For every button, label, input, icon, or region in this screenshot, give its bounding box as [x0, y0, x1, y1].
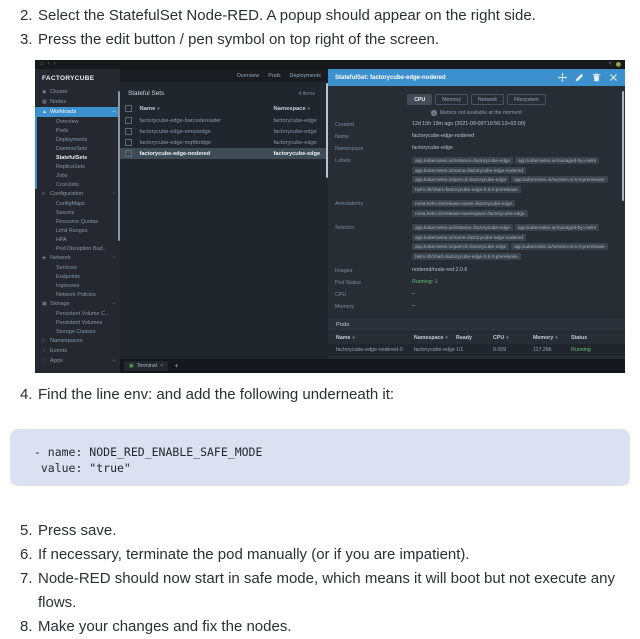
- code-line: - name: NODE_RED_ENABLE_SAFE_MODE: [27, 445, 263, 459]
- selector-chip: app.kubernetes.io/instance=factorycube-edge: [412, 224, 513, 231]
- pods-column-status[interactable]: Status: [571, 335, 588, 341]
- sidebar-item-persistent-volumes[interactable]: [35, 318, 120, 327]
- row-checkbox[interactable]: [125, 128, 132, 135]
- row-checkbox[interactable]: [125, 117, 132, 124]
- statefulset-row-factorycube-edge-barcodereader[interactable]: [120, 115, 328, 126]
- sidebar-item-label: Namespaces: [50, 338, 83, 344]
- network-icon: ◈: [42, 255, 46, 261]
- yaml-code-block: [10, 429, 630, 486]
- step-3: [0, 28, 640, 52]
- name-value: factorycube-edge-nodered: [412, 133, 475, 139]
- sidebar-item-label: Nodes: [50, 99, 67, 105]
- step-text: Press the edit button / pen symbol on top right of the screen.: [38, 31, 440, 48]
- memory-value: –: [412, 303, 415, 309]
- field-label: Pod Status: [335, 280, 361, 286]
- home-icon[interactable]: ⌂: [40, 61, 44, 67]
- sidebar-item-services[interactable]: [35, 263, 120, 272]
- sidebar-item-label: Overview: [56, 118, 79, 125]
- statefulset-detail-drawer: [328, 69, 625, 359]
- info-icon: i: [431, 110, 437, 116]
- row-namespace: factorycube-edge: [273, 139, 317, 146]
- sidebar-item-overview[interactable]: [35, 117, 120, 126]
- sort-caret-icon: ▾: [445, 335, 448, 340]
- label-chip: app.kubernetes.io/instance=factorycube-edge: [412, 157, 513, 164]
- step-text: Find the line env: and add the following underneath it:: [38, 386, 395, 403]
- drawer-header: [328, 69, 625, 86]
- code-line: value: "true": [27, 461, 131, 475]
- statefulset-row-factorycube-edge-nodered[interactable]: [120, 148, 328, 159]
- cluster-icon: ◉: [42, 89, 47, 95]
- sidebar-item-nodes[interactable]: [35, 97, 120, 107]
- sidebar-item-label: Configuration: [50, 191, 84, 197]
- selector-chip: helm.sh/chart=factorycube-edge-0.6.0-prerelease: [412, 253, 521, 260]
- cpu-value: –: [412, 291, 415, 297]
- drawer-title: StatefulSet: factorycube-edge-nodered: [335, 74, 446, 81]
- sidebar-item-ingresses[interactable]: [35, 281, 120, 290]
- statefulset-row-factorycube-edge-emqxedge[interactable]: [120, 126, 328, 137]
- metric-tab-network[interactable]: Network: [471, 94, 504, 105]
- images-value: nodered/node-red:2.0.6: [412, 267, 468, 273]
- metrics-note: i Metrics not available at the moment: [328, 110, 625, 116]
- sidebar-item-endpoints[interactable]: [35, 272, 120, 281]
- sidebar-item-storage[interactable]: [35, 299, 120, 309]
- sidebar-item-workloads[interactable]: [35, 107, 120, 117]
- sort-caret-icon: ▾: [555, 335, 558, 340]
- sidebar-item-cluster[interactable]: [35, 87, 120, 97]
- sidebar-item-pod-disruption-bud[interactable]: [35, 244, 120, 253]
- statefulset-row-factorycube-edge-mqttbridge[interactable]: [120, 137, 328, 148]
- step-text: Make your changes and fix the nodes.: [38, 618, 292, 635]
- field-label: Namespace: [335, 146, 364, 152]
- sidebar-item-label: Services: [56, 264, 77, 271]
- pod-row[interactable]: [328, 344, 625, 356]
- items-count: 4 items: [298, 90, 315, 97]
- row-namespace: factorycube-edge: [273, 128, 317, 135]
- sidebar-item-label: CronJobs: [56, 181, 80, 188]
- statefulsets-list-panel: [120, 69, 328, 359]
- pod-name: factorycube-edge-nodered-0: [336, 347, 403, 353]
- sidebar-item-label: Storage: [50, 301, 70, 307]
- row-checkbox[interactable]: [125, 139, 132, 146]
- forward-icon[interactable]: ›: [53, 61, 56, 67]
- label-chip: app.kubernetes.io/managed-by=Helm: [515, 157, 599, 164]
- sidebar-item-label: Workloads: [50, 109, 77, 115]
- drawer-body: [328, 86, 625, 359]
- pod-ready: 1/1: [456, 347, 464, 353]
- window-title-bar: [35, 60, 625, 69]
- edit-pen-icon[interactable]: [575, 73, 584, 82]
- avatar[interactable]: [616, 62, 621, 67]
- top-tabs: [120, 69, 328, 82]
- metric-tab-filesystem[interactable]: Filesystem: [507, 94, 546, 105]
- pod-memory: 117.2Mi: [533, 347, 552, 353]
- sidebar-item-label: Pod Disruption Bud...: [56, 245, 107, 252]
- step-text: If necessary, terminate the pod manually (or if you are impatient).: [38, 546, 470, 563]
- row-name: factorycube-edge-mqttbridge: [139, 139, 212, 146]
- close-terminal-icon[interactable]: ×: [160, 363, 164, 369]
- sidebar-item-network[interactable]: [35, 253, 120, 263]
- pods-table-header: [328, 332, 625, 344]
- configuration-icon: ≡: [42, 191, 45, 197]
- label-chip: app.kubernetes.io/name=factorycube-edge-nodered: [412, 167, 526, 174]
- pods-section-title: Pods: [328, 317, 625, 332]
- annotation-chip: meta.helm.sh/release-name=factorycube-edge: [412, 200, 515, 207]
- sidebar-item-namespaces[interactable]: [35, 336, 120, 346]
- nodes-icon: ▦: [42, 99, 47, 105]
- row-namespace: factorycube-edge: [273, 117, 317, 124]
- sidebar-item-label: Limit Ranges: [56, 227, 88, 234]
- step-2: [0, 4, 640, 28]
- field-label: Created: [335, 122, 354, 128]
- row-checkbox[interactable]: [125, 150, 132, 157]
- row-name: factorycube-edge-barcodereader: [139, 117, 221, 124]
- delete-trash-icon[interactable]: [592, 73, 601, 82]
- sidebar-item-label: Persistent Volume C...: [56, 310, 110, 317]
- sidebar-item-label: HPA: [56, 236, 67, 243]
- sidebar-item-label: Secrets: [56, 209, 75, 216]
- table-header: [120, 102, 328, 115]
- terminal-icon: ▣: [129, 363, 134, 369]
- sidebar: [35, 69, 120, 373]
- apps-icon: ∷: [42, 358, 46, 364]
- chevron-up-icon: ^: [112, 255, 115, 261]
- drawer-scrollbar[interactable]: [622, 91, 624, 201]
- step-4: [0, 383, 640, 407]
- chevron-up-icon: ^: [112, 109, 115, 115]
- step-number: 4.: [20, 386, 33, 403]
- metric-tab-memory[interactable]: Memory: [435, 94, 468, 105]
- pods-column-name[interactable]: Name ▾: [336, 335, 355, 341]
- select-all-checkbox[interactable]: [125, 105, 132, 112]
- pod-status-value: Running: 1: [412, 279, 438, 285]
- step-6: [0, 543, 640, 567]
- terminal-tab-label: Terminal: [136, 363, 158, 369]
- pods-column-namespace[interactable]: Namespace ▾: [414, 335, 448, 341]
- namespaces-icon: □: [42, 338, 46, 344]
- label-chip: app.kubernetes.io/version=0.6.0-prerelease: [511, 176, 608, 183]
- label-chip: app.kubernetes.io/part-of=factorycube-edge: [412, 176, 509, 183]
- sidebar-item-label: ReplicaSets: [56, 163, 85, 170]
- sidebar-item-label: ConfigMaps: [56, 200, 85, 207]
- sidebar-item-apps[interactable]: [35, 356, 120, 366]
- sidebar-item-cronjobs[interactable]: [35, 180, 120, 189]
- tab-overview[interactable]: Overview: [236, 72, 260, 79]
- sidebar-item-label: Cluster: [50, 89, 68, 95]
- step-number: 6.: [20, 546, 33, 563]
- sidebar-item-label: Pods: [56, 127, 69, 134]
- sidebar-item-label: Events: [50, 348, 68, 354]
- pods-column-cpu[interactable]: CPU ▾: [493, 335, 509, 341]
- field-label: Images: [335, 268, 353, 274]
- selector-chip: app.kubernetes.io/part-of=factorycube-edge: [412, 243, 509, 250]
- step-7: [0, 567, 640, 615]
- tab-deployments[interactable]: Deployments: [289, 72, 321, 79]
- field-label: Annotations: [335, 201, 363, 207]
- step-number: 8.: [20, 618, 33, 635]
- pod-status: Running: [571, 347, 591, 353]
- selector-chip: app.kubernetes.io/version=0.6.0-prerelease: [511, 243, 608, 250]
- created-value: 12d 15h 19m ago (2021-09-09T19:56:13+02:00): [412, 121, 526, 127]
- sidebar-item-label: Jobs: [56, 172, 68, 179]
- kubernetes-dashboard-screenshot: [35, 60, 625, 373]
- sidebar-item-secrets[interactable]: [35, 208, 120, 217]
- events-icon: ○: [42, 348, 46, 354]
- step-text: Node-RED should now start in safe mode, which means it will boot but not execute any flows.: [38, 570, 615, 611]
- metric-tabs: [328, 94, 625, 105]
- annotation-chip: meta.helm.sh/release-namespace=factorycube-edge: [412, 210, 528, 217]
- selector-chip: app.kubernetes.io/name=factorycube-edge-nodered: [412, 234, 526, 241]
- sort-caret-icon: ▾: [307, 105, 310, 111]
- column-header-namespace[interactable]: Namespace ▾: [273, 105, 310, 112]
- workloads-icon: ▲: [42, 109, 47, 115]
- namespace-value: factorycube-edge: [412, 145, 453, 151]
- sidebar-item-configuration[interactable]: [35, 189, 120, 199]
- step-8: [0, 615, 640, 639]
- selector-chip: app.kubernetes.io/managed-by=Helm: [515, 224, 599, 231]
- sort-caret-icon: ▾: [157, 105, 160, 111]
- row-namespace: factorycube-edge: [273, 150, 321, 157]
- close-icon[interactable]: [609, 73, 618, 82]
- sort-caret-icon: ▾: [352, 335, 355, 340]
- share-icon[interactable]: <: [608, 61, 612, 67]
- sidebar-item-replicasets[interactable]: [35, 162, 120, 171]
- sidebar-item-resource-quotas[interactable]: [35, 217, 120, 226]
- column-header-name[interactable]: Name ▾: [139, 105, 160, 112]
- terminal-tab[interactable]: [124, 361, 168, 371]
- step-number: 7.: [20, 570, 33, 587]
- sidebar-item-label: Persistent Volumes: [56, 319, 103, 326]
- field-label: Memory: [335, 304, 355, 310]
- field-label: CPU: [335, 292, 347, 298]
- step-number: 2.: [20, 7, 33, 24]
- step-text: Select the StatefulSet Node-RED. A popup should appear on the right side.: [38, 7, 536, 24]
- row-name: factorycube-edge-emqxedge: [139, 128, 211, 135]
- pod-cpu: 0.009: [493, 347, 507, 353]
- sidebar-item-label: Deployments: [56, 136, 88, 143]
- label-chip: helm.sh/chart=factorycube-edge-0.6.0-prerelease: [412, 186, 521, 193]
- pods-column-ready[interactable]: Ready: [456, 335, 472, 341]
- sidebar-item-label: Ingresses: [56, 282, 80, 289]
- sidebar-item-hpa[interactable]: [35, 235, 120, 244]
- step-number: 5.: [20, 522, 33, 539]
- sidebar-item-jobs[interactable]: [35, 171, 120, 180]
- sort-caret-icon: ▾: [506, 335, 509, 340]
- storage-icon: ▣: [42, 301, 47, 307]
- chevron-up-icon: ^: [112, 301, 115, 307]
- terminal-dock: [120, 359, 625, 373]
- sidebar-item-events[interactable]: [35, 346, 120, 356]
- sidebar-item-label: Apps: [50, 358, 63, 364]
- sidebar-item-label: Resource Quotas: [56, 218, 98, 225]
- sidebar-item-statefulsets[interactable]: [35, 153, 120, 162]
- field-label: Selector: [335, 225, 355, 231]
- field-label: Labels: [335, 158, 351, 164]
- new-terminal-button[interactable]: +: [174, 362, 179, 370]
- sidebar-item-label: Storage Classes: [56, 328, 96, 335]
- sidebar-item-limit-ranges[interactable]: [35, 226, 120, 235]
- pods-column-memory[interactable]: Memory ▾: [533, 335, 558, 341]
- sidebar-item-configmaps[interactable]: [35, 199, 120, 208]
- sidebar-item-deployments[interactable]: [35, 135, 120, 144]
- sidebar-item-label: Endpoints: [56, 273, 80, 280]
- tab-pods[interactable]: Pods: [268, 72, 281, 79]
- sidebar-item-label: Network Policies: [56, 291, 96, 298]
- chevron-up-icon: ^: [112, 358, 115, 364]
- sidebar-item-persistent-volume-c[interactable]: [35, 309, 120, 318]
- step-5: [0, 519, 640, 543]
- move-icon[interactable]: [558, 73, 567, 82]
- row-name: factorycube-edge-nodered: [139, 150, 211, 157]
- sidebar-item-daemonsets[interactable]: [35, 144, 120, 153]
- back-icon[interactable]: ‹: [47, 61, 50, 67]
- step-text: Press save.: [38, 522, 117, 539]
- sidebar-item-label: StatefulSets: [56, 154, 88, 161]
- metric-tab-cpu[interactable]: CPU: [407, 94, 432, 105]
- chevron-up-icon: ^: [112, 191, 115, 197]
- sidebar-item-label: Network: [50, 255, 71, 261]
- list-title: Stateful Sets: [128, 90, 165, 97]
- sidebar-item-label: DaemonSets: [56, 145, 88, 152]
- brand-logo: FACTORYCUBE: [42, 75, 95, 82]
- field-label: Name: [335, 134, 350, 140]
- sidebar-item-pods[interactable]: [35, 126, 120, 135]
- step-number: 3.: [20, 31, 33, 48]
- pod-namespace: factorycube-edge: [414, 347, 455, 353]
- sidebar-item-storage-classes[interactable]: [35, 327, 120, 336]
- sidebar-item-network-policies[interactable]: [35, 290, 120, 299]
